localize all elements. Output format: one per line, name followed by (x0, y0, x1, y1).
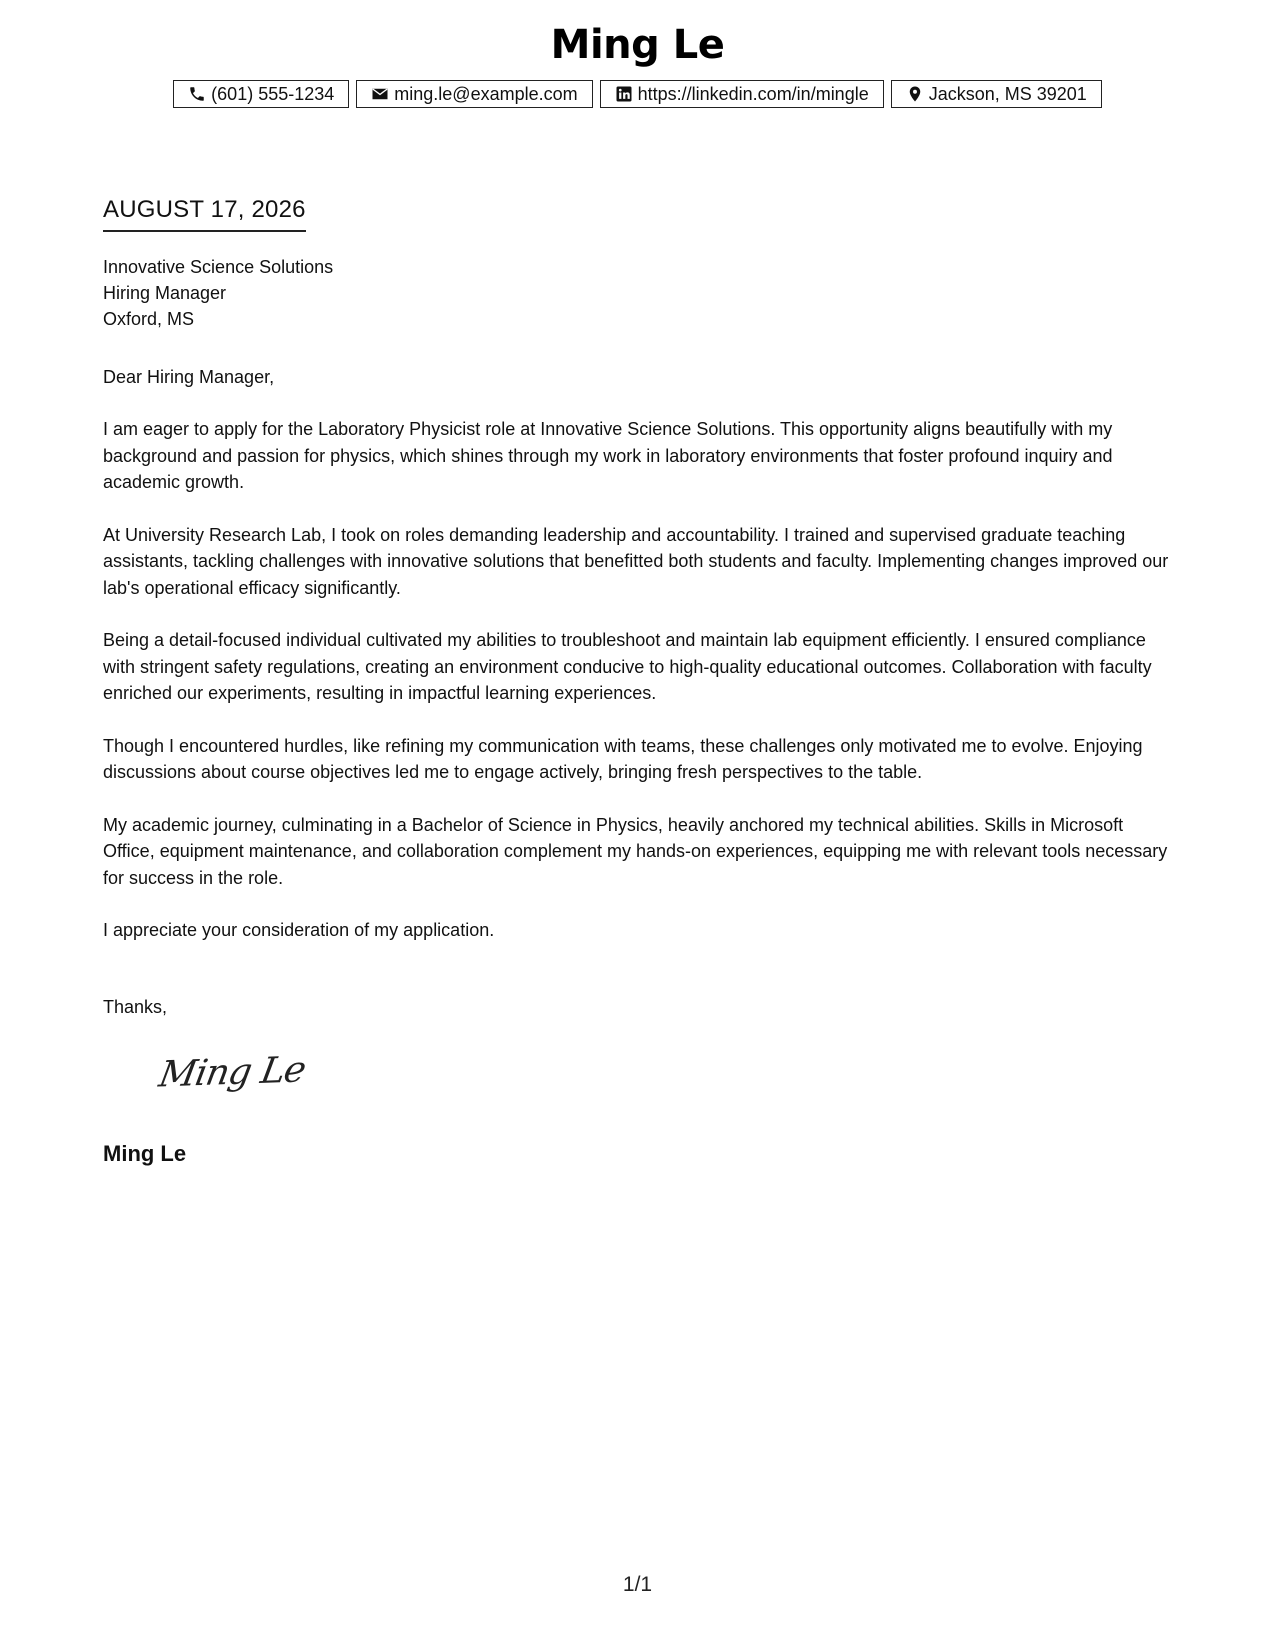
letter-date: AUGUST 17, 2026 (103, 196, 306, 232)
linkedin-text: https://linkedin.com/in/mingle (637, 83, 869, 104)
handwritten-signature: Ming Le (155, 1049, 309, 1096)
location-chip[interactable] (891, 80, 1102, 108)
salutation-text: Dear Hiring Manager, (103, 367, 275, 387)
body-paragraph: At University Research Lab, I took on roles demanding leadership and accountability. I trained and supervised graduate teaching assistants, tackling challenges with innovative solutions that benefitted both students and faculty. Implementing changes improved our lab's operational efficacy significantly. (103, 524, 1169, 598)
map-marker-icon (906, 85, 924, 103)
recipient-block (103, 254, 333, 332)
contact-bar (0, 80, 1275, 108)
recipient-location: Oxford, MS (103, 309, 195, 329)
closing: Thanks, (103, 997, 168, 1017)
recipient-company: Innovative Science Solutions (103, 257, 334, 277)
phone-icon (188, 85, 206, 103)
email-chip[interactable] (356, 80, 592, 108)
email-text: ming.le@example.com (394, 83, 578, 104)
phone-text: (601) 555-1234 (211, 83, 335, 104)
body-paragraph: Though I encountered hurdles, like refining my communication with teams, these challenges only motivated me to evolve. Enjoying discussions about course objectives led me to engage actively, bringing fresh perspectives to the table. (103, 735, 1143, 782)
phone-chip[interactable] (173, 80, 349, 108)
signer-name: Ming Le (103, 1141, 187, 1166)
body-paragraph: My academic journey, culminating in a Bachelor of Science in Physics, heavily anchored my technical abilities. Skills in Microsoft Office, equipment maintenance, and collaboration complement my hands-on experiences, equipping me with relevant tools necessary for success in the role. (103, 814, 1168, 888)
recipient-title: Hiring Manager (103, 283, 227, 303)
body-paragraph: Being a detail-focused individual cultivated my abilities to troubleshoot and maintain lab equipment efficiently. I ensured compliance with stringent safety regulations, creating an environment conducive to high-quality educational outcomes. Collaboration with faculty enriched our experiments, resulting in impactful learning experiences. (103, 630, 1152, 703)
location-text: Jackson, MS 39201 (928, 83, 1087, 104)
letter-body (103, 416, 1178, 970)
applicant-name: Ming Le (550, 22, 725, 68)
page-number: 1/1 (622, 1573, 653, 1596)
salutation (103, 364, 1178, 417)
linkedin-icon (615, 85, 633, 103)
linkedin-chip[interactable] (600, 80, 884, 108)
body-paragraph: I appreciate your consideration of my application. (103, 920, 495, 940)
body-paragraph: I am eager to apply for the Laboratory Physicist role at Innovative Science Solutions. This opportunity aligns beautifully with my background and passion for physics, which shines through my work in laboratory environments that foster profound inquiry and academic growth. (103, 419, 1113, 492)
envelope-icon (371, 85, 389, 103)
